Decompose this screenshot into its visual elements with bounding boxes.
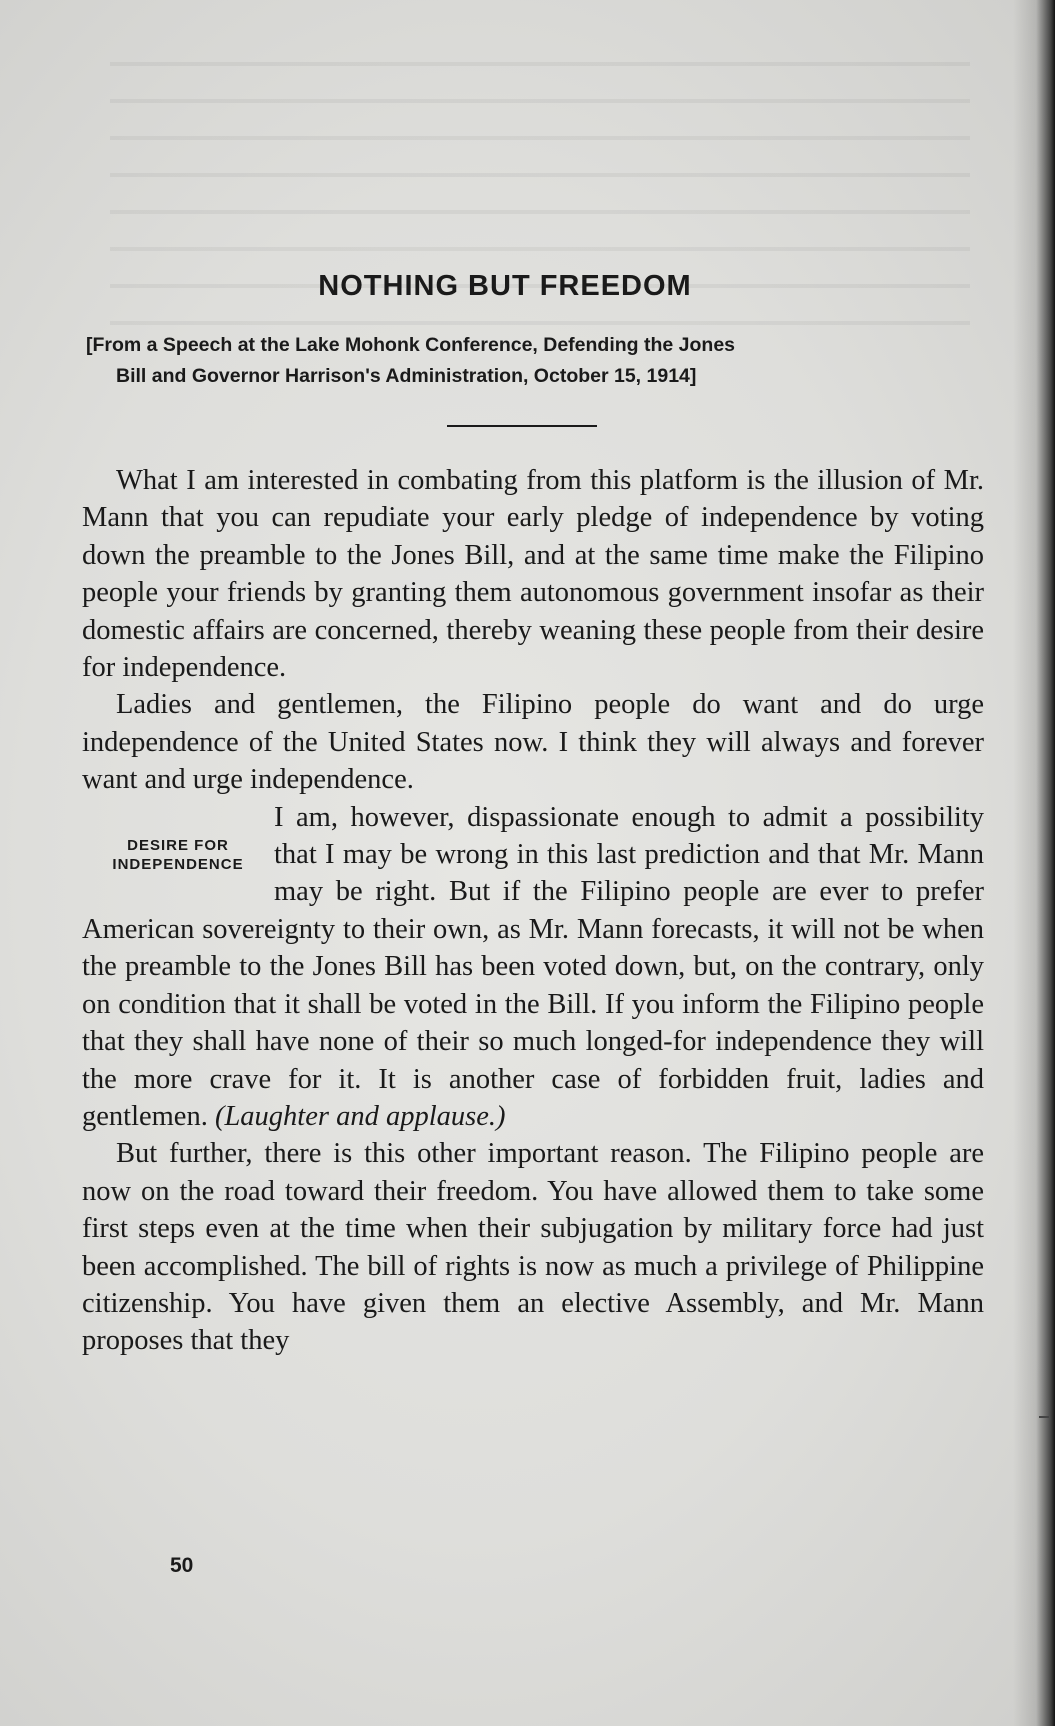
source-note-line-1: [From a Speech at the Lake Mohonk Conference, Defending the Jones — [86, 334, 736, 356]
source-note — [86, 330, 986, 392]
paragraph-2 — [82, 686, 984, 798]
edge-mark — [1039, 1416, 1049, 1418]
margin-note — [82, 836, 274, 874]
page-number: 50 — [170, 1554, 194, 1577]
chapter-title: NOTHING BUT FREEDOM — [318, 270, 692, 302]
paragraph-2-rest: I am, however, dispassionate enough to admit a possibility that I may be wrong in this last prediction and that Mr. Mann may be right. But if the Filipino people are ever to prefer American sovereignty to their own, as Mr. Mann forecasts, it will not be when the preamble to the Jones Bill has been voted down, but, on the contrary, only on condition that it shall be voted in the Bill. If you inform the Filipino people that they shall have none of their so much longed-for independence they will the more crave for it. It is another case of forbidden fruit, ladies and gentlemen. — [82, 801, 984, 1132]
divider-rule — [447, 425, 597, 427]
margin-note-line-2: INDEPENDENCE — [112, 855, 244, 873]
paragraph-2-intro: Ladies and gentlemen, the Filipino people do want and do urge independence of the United States now. I think they will always and forever want and urge independence. — [82, 689, 984, 796]
stage-direction: (Laughter and applause.) — [214, 1100, 506, 1132]
page-gutter-shadow — [1013, 0, 1055, 1726]
body-text — [82, 462, 984, 1360]
paragraph-2-continued — [82, 799, 984, 1136]
paragraph-3: But further, there is this other important reason. The Filipino people are now on the road toward their freedom. You have allowed them to take some first steps even at the time when their subjugation by military force had just been accomplished. The bill of rights is now as much a privilege of Philippine citizenship. You have given them an elective Assembly, and Mr. Mann proposes that they — [82, 1138, 984, 1357]
source-note-line-2: Bill and Governor Harrison's Administration, October 15, 1914] — [116, 365, 697, 387]
paragraph-1: What I am interested in combating from this platform is the illusion of Mr. Mann that you can repudiate your early pledge of independence by voting down the preamble to the Jones Bill, and at the same time make the Filipino people your friends by granting them autonomous government insofar as their domestic affairs are concerned, thereby weaning these people from their desire for independence. — [82, 465, 984, 684]
margin-note-line-1: DESIRE FOR — [127, 836, 229, 854]
